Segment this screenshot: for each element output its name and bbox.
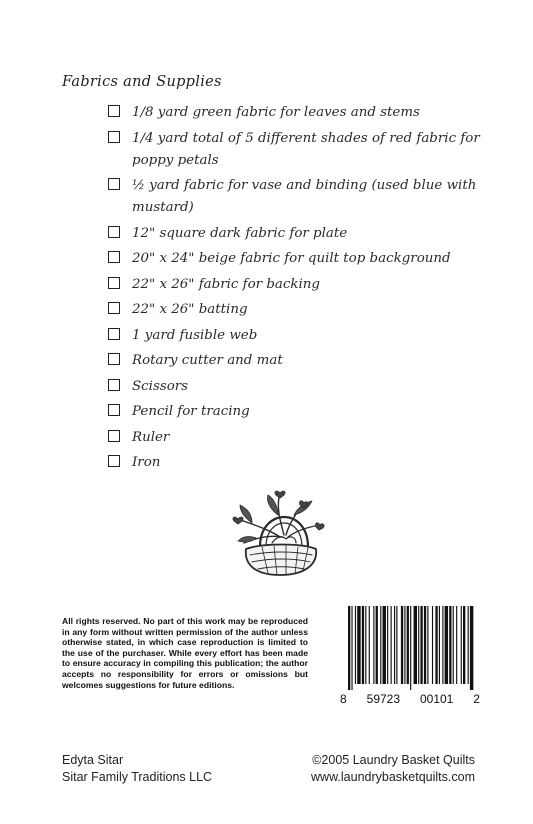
- copyright-notice: ©2005 Laundry Basket Quilts: [312, 753, 475, 767]
- company-name: Sitar Family Traditions LLC: [62, 770, 213, 784]
- barcode-bar: [394, 606, 395, 684]
- barcode-bar: [453, 606, 454, 684]
- list-item: [108, 376, 488, 398]
- supplies-checklist: [108, 102, 488, 478]
- checkbox-icon[interactable]: [108, 353, 120, 365]
- list-item: [108, 427, 488, 449]
- barcode-bar: [456, 606, 457, 684]
- barcode-bar: [362, 606, 364, 684]
- barcode-bar: [427, 606, 428, 684]
- barcode-bar: [401, 606, 403, 684]
- list-item-label: 1 yard fusible web: [132, 327, 258, 343]
- barcode-bar: [418, 606, 419, 684]
- footer-author-block: [62, 752, 212, 786]
- list-item-label: 22" x 26" fabric for backing: [132, 276, 320, 292]
- checkbox-icon[interactable]: [108, 404, 120, 416]
- list-item-label: Scissors: [132, 378, 189, 394]
- list-item-label: 1/4 yard total of 5 different shades of red fabric for poppy petals: [132, 130, 480, 168]
- list-item-label: Ruler: [132, 429, 170, 445]
- barcode-bar: [348, 606, 350, 690]
- barcode: [340, 606, 480, 708]
- barcode-bar: [420, 606, 422, 684]
- barcode-digit-group: 59723: [366, 692, 401, 706]
- barcode-bar: [407, 606, 409, 684]
- list-item-label: 1/8 yard green fabric for leaves and stems: [132, 105, 420, 120]
- barcode-bar: [414, 606, 417, 684]
- list-item: [108, 248, 488, 270]
- list-item: [108, 223, 488, 245]
- barcode-bars: [340, 606, 480, 690]
- barcode-bar: [461, 606, 462, 684]
- barcode-bar: [383, 606, 386, 684]
- author-name: Edyta Sitar: [62, 753, 124, 767]
- list-item: [108, 325, 488, 347]
- barcode-bar: [424, 606, 426, 684]
- list-item: [108, 175, 488, 219]
- list-item: [108, 274, 488, 296]
- checkbox-icon[interactable]: [108, 328, 120, 340]
- checkbox-icon[interactable]: [108, 105, 120, 117]
- barcode-bar: [442, 606, 443, 684]
- barcode-bar: [365, 606, 366, 684]
- checkbox-icon[interactable]: [108, 251, 120, 263]
- checkbox-icon[interactable]: [108, 302, 120, 314]
- list-item-label: 12" square dark fabric for plate: [132, 225, 348, 241]
- barcode-digit-group: 8: [340, 692, 347, 706]
- rights-notice: All rights reserved. No part of this work may be reproduced in any form without written permission of the author unless otherwise stated, in which case reproduction is limited to the use of the purchaser. While every effort has been made to ensure accuracy in compiling this publication; the author accepts no responsibility for errors or omissions but welcomes suggestions for future editions.: [62, 616, 308, 690]
- barcode-bar: [351, 606, 352, 690]
- barcode-bar: [445, 606, 448, 684]
- checkbox-icon[interactable]: [108, 379, 120, 391]
- supplies-heading: Fabrics and Supplies: [62, 74, 222, 90]
- barcode-bar: [391, 606, 392, 684]
- barcode-bar: [355, 606, 356, 684]
- list-item: [108, 452, 488, 474]
- website-link[interactable]: www.laundrybasketquilts.com: [311, 770, 475, 784]
- barcode-bar: [404, 606, 405, 684]
- barcode-digit-group: 00101: [419, 692, 454, 706]
- barcode-bar: [376, 606, 378, 684]
- list-item: [108, 401, 488, 423]
- checkbox-icon[interactable]: [108, 455, 120, 467]
- barcode-bar: [410, 606, 411, 690]
- barcode-bar: [396, 606, 397, 684]
- barcode-bar: [387, 606, 388, 684]
- barcode-bar: [380, 606, 381, 684]
- checkbox-icon[interactable]: [108, 430, 120, 442]
- barcode-bar: [432, 606, 433, 684]
- barcode-bar: [373, 606, 374, 684]
- list-item-label: Iron: [132, 455, 161, 470]
- barcode-bar: [449, 606, 451, 684]
- list-item-label: Rotary cutter and mat: [132, 353, 283, 368]
- barcode-bar: [357, 606, 360, 684]
- list-item: [108, 350, 488, 372]
- barcode-bar: [470, 606, 473, 690]
- list-item-label: 20" x 24" beige fabric for quilt top background: [132, 251, 451, 266]
- barcode-bar: [369, 606, 370, 684]
- barcode-digit-group: 2: [473, 692, 480, 706]
- list-item-label: ½ yard fabric for vase and binding (used blue with mustard): [132, 178, 477, 215]
- checkbox-icon[interactable]: [108, 277, 120, 289]
- barcode-bar: [468, 606, 469, 684]
- footer-publisher-block: [311, 752, 475, 786]
- list-item: [108, 299, 488, 321]
- list-item-label: Pencil for tracing: [132, 404, 250, 419]
- checkbox-icon[interactable]: [108, 131, 120, 143]
- barcode-bar: [463, 606, 465, 684]
- barcode-bar: [435, 606, 437, 684]
- barcode-digits: [340, 692, 480, 706]
- basket-with-poppies-icon: [222, 485, 332, 580]
- checkbox-icon[interactable]: [108, 226, 120, 238]
- list-item-label: 22" x 26" batting: [132, 302, 248, 317]
- barcode-bar: [439, 606, 440, 684]
- list-item: [108, 128, 488, 172]
- list-item: [108, 102, 488, 124]
- checkbox-icon[interactable]: [108, 178, 120, 190]
